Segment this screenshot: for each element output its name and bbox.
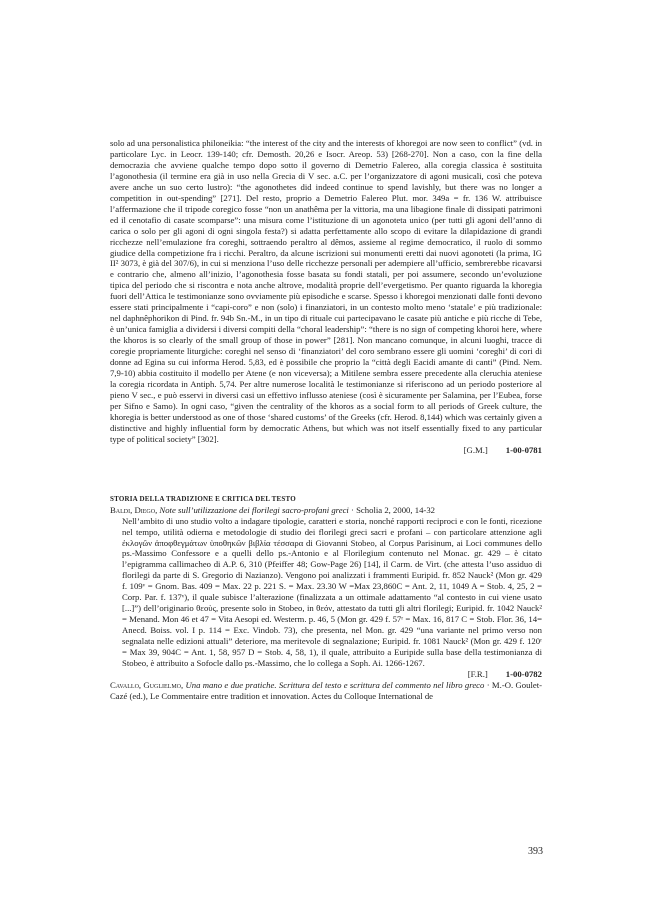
entry-ref-initials: [F.R.] (467, 668, 488, 679)
top-paragraph (110, 138, 542, 456)
top-paragraph-text: solo ad una personalistica philoneikia: “the interest of the city and the interests of khoregoi are now seen to conflict” (vd. in particolare Lyc. in Leocr. 139-140; cfr. Demosth. 20,26 e Isocr. Areop. 53) [268-270]. Non a caso, con la fine della democrazia che avviene qualche tempo dopo sotto il governo di Demetrio Falereo, alla coregia classica è sostituita l’agonothesia (il termine era già in uso nella Grecia di V sec. a.C. per l’organizzatore di agoni musicali, così che poteva avere anche un suo certo lustro): “the agonothetes did indeed continue to spend lavishly, but there was no longer a competition in out-spending” [271]. Del resto, proprio a Demetrio Falereo Plut. mor. 349a = fr. 136 W. attribuisce l’affermazione che il tripode coregico fosse “non un anathêma per la vittoria, ma una libagione finale di dissipati patrimoni ed il cenotafio di casate scomparse”: una misura come l’istituzione di un agonoteta unico (per tutti gli agoni dell’anno di carica o solo per gli agoni di ogni singola festa?) si adatta perfettamente allo scopo di evitare la dilapidazione di grandi ricchezze nell’emulazione fra coreghi, sottraendo peraltro al dêmos, assieme al regime democratico, il ruolo di sommo giudice della competizione fra i ricchi. Peraltro, da alcune iscrizioni sui monumenti eretti dai nuovi agonoteti (la prima, IG II² 3073, è già del 307/6), in cui si menziona l’uso delle ricchezze personali per adempiere all’ufficio, sembrerebbe ricavarsi e contrario che, almeno all’inizio, l’agonothesia fosse basata su fondi statali, per poi assumere, secondo un’evoluzione tipica del periodo che si riscontra e nota anche altrove, modalità proprie dell’evergetismo. Per quanto riguarda la khoregia fuori dell’Attica le testimonianze sono ovviamente più episodiche e scarse. Spesso i khoregoi menzionati dalle fonti devono essere stati principalmente i “capi-coro” e non (solo) i finanziatori, in un contesto molto meno ‘statale’ e più tradizionale: nel daphnêphorikon di Pind. fr. 94b Sn.-M., in un tipo di rituale cui partecipavano le casate più antiche e più ricche di Tebe, è un’unica famiglia a dividersi i diversi compiti della “choral leadership”: “there is no sign of competing khoroi here, where the khoros is so clearly of the small group of those in power” [281]. Non mancano comunque, in alcuni luoghi, tracce di coregie propriamente liturgiche: coreghi nel senso di ‘finanziatori’ del coro sembrano essere gli uomini ‘coreghi’ di cori di donne ad Egina su cui informa Herod. 5,83, ed è possibile che proprio la “città degli Eacidi amante di canti” (Pind. Nem. 7,9-10) abbia costituito il modello per Atene (e non viceversa); a Mitilene sembra essere precedente alla cleruchia ateniese la coregia ricordata in Antiph. 5,74. Per altre numerose località le testimonianze si riferiscono ad un periodo posteriore al pieno V sec., e può esservi in diversi casi un effettivo influsso ateniese (così è sicuramente per Salamina, per l’Eubea, forse per Sifno e Samo). In ogni caso, “given the centrality of the khoros as a social form to all periods of Greek culture, the khoregia is better understood as one of those ‘shared customs’ of the Greeks (cfr. Herod. 8,144) which was certainly given a distinctive and highly influential form by democratic Athens, but which was not itself essentially fixed to any particular type of political society” [302]. (110, 138, 542, 444)
top-ref-code: 1-00-0781 (505, 444, 542, 455)
entry-abstract (110, 516, 542, 680)
bibliography-entry (110, 680, 542, 702)
entry-ref (122, 669, 542, 680)
entry-title: Note sull’utilizzazione dei florilegi sacro-profani greci (159, 504, 349, 515)
top-ref-initials: [G.M.] (463, 444, 488, 455)
entry-title: Una mano e due pratiche. Scrittura del testo e scrittura del commento nel libro greco (185, 679, 485, 690)
entry-source: · M.-O. Goulet-Cazé (ed.), Le Commentaire entre tradition et innovation. Actes du Colloque International de (110, 679, 543, 701)
section-heading: STORIA DELLA TRADIZIONE E CRITICA DEL TESTO (110, 494, 296, 503)
entry-header (110, 505, 542, 516)
page-body (110, 138, 542, 702)
top-ref (110, 445, 542, 456)
entry-author: Cavallo, Guglielmo, (110, 679, 184, 690)
entry-author: Baldi, Diego, (110, 504, 158, 515)
entry-abstract-text: Nell’ambito di uno studio volto a indagare tipologie, caratteri e storia, nonché rapporti reciproci e con le fonti, ricezione nel tempo, utilità odierna e metodologie di studio dei florilegi greci sacri e profani – con particolare attenzione agli ἐκλογῶν ἀποφθεγμάτων ὑποθηκῶν βιβλία τέσσαρα di Giovanni Stobeo, al Corpus Parisinum, ai Loci communes dello ps.-Massimo Confessore e a quelli dello ps.-Antonio e al Florilegium contenuto nel Monac. gr. 429 – è citato l’epigramma callimacheo di A.P. 6, 310 (Pfeiffer 48; Gow-Page 26) [14], il Carm. de Virt. (che attesta l’uso assiduo di florilegi da parte di S. Gregorio di Nazianzo). Vengono poi analizzati i frammenti Euripid. fr. 852 Nauck² (Mon gr. 429 f. 109ᵛ = Gnom. Bas. 409 = Max. 22 p. 221 S. = Max. 23.30 W =Max 23,860C = Ant. 2, 11, 1049 A = Stob. 4, 25, 2 = Corp. Par. f. 137ᵛ), il quale subisce l’alterazione (finalizzata a un ottimale adattamento “al contesto in cui viene usato [...]”) dell’originario θεοὺς, presente solo in Stobeo, in θεόν, attestato da tutti gli altri florilegi; Euripid. fr. 1042 Nauck² = Menand. Mon 46 et 47 = Vita Aesopi ed. Westerm. p. 46, 5 (Mon gr. 429 f. 57ʳ = Max. 16, 817 C = Stob. Flor. 36, 14= Anecd. Boiss. vol. I p. 114 = Exc. Vindob. 73), che presenta, nel Mon. gr. 429 “una variante nel primo verso non segnalata nelle edizioni attuali” deteriore, ma meritevole di segnalazione; Euripid. fr. 1081 Nauck² (Mon gr. 429 f. 120ʳ = Max 39, 904C = Ant. 1, 58, 957 D = Stob. 4, 58, 1), il quale, attribuito a Euripide sulla base della testimonianza di Stobeo, è attribuito a Sofocle dallo ps.-Massimo, che lo collega a Soph. Ai. 1266-1267. (122, 515, 542, 668)
bibliography-entry (110, 505, 542, 680)
entry-source: · Scholia 2, 2000, 14-32 (351, 504, 436, 515)
entry-header (110, 680, 542, 702)
page-number: 393 (528, 846, 543, 857)
entry-ref-code: 1-00-0782 (505, 668, 542, 679)
